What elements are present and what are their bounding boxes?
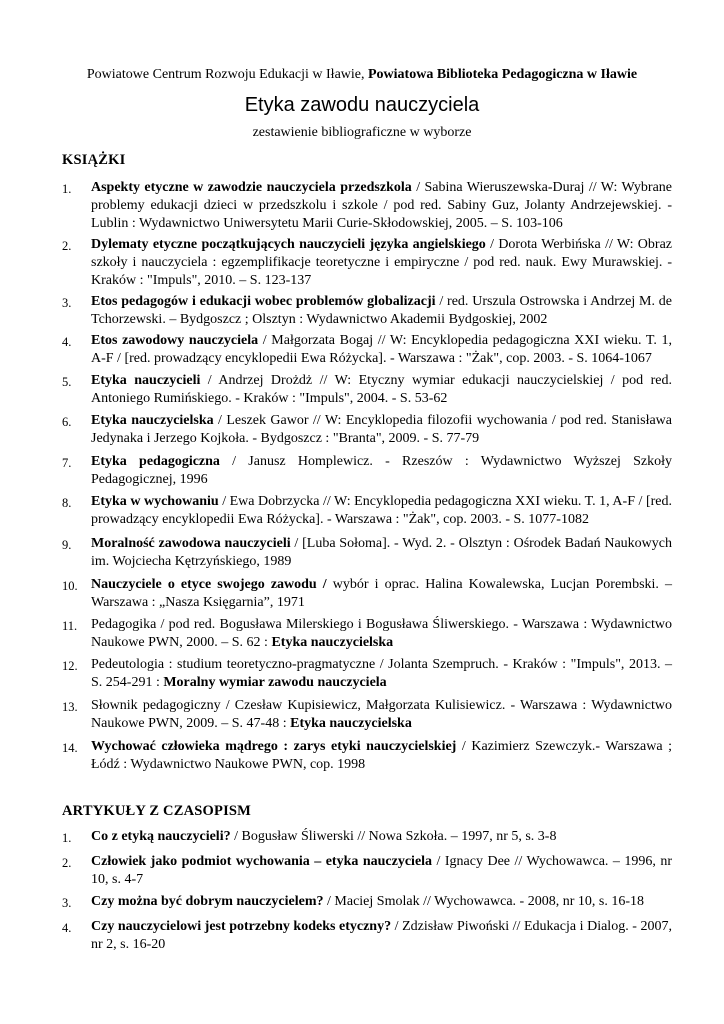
book-entry	[62, 535, 672, 571]
entry-title: Człowiek jako podmiot wychowania – etyka nauczyciela	[91, 854, 433, 869]
entry-title: Etos zawodowy nauczyciela	[91, 333, 259, 348]
entry-number: 5.	[62, 375, 72, 389]
document-title: Etyka zawodu nauczyciela	[244, 94, 480, 116]
books-heading: KSIĄŻKI	[62, 152, 126, 168]
entry-title: Moralność zawodowa nauczycieli	[91, 536, 291, 551]
book-entry	[62, 738, 672, 774]
entry-title: Etyka nauczycielska	[271, 635, 394, 650]
book-entry	[62, 576, 672, 612]
entry-text: Wychować człowieka mądrego : zarys etyki nauczycielskiej / Kazimierz Szewczyk.- Warszawa ; Łódź : Wydawnictwo Naukowe PWN, cop. 1998	[91, 739, 672, 772]
entry-number: 6.	[62, 415, 72, 429]
entry-title: Moralny wymiar zawodu nauczyciela	[163, 675, 387, 690]
institution-name: Powiatowe Centrum Rozwoju Edukacji w Iławie,	[86, 67, 368, 82]
book-entry	[62, 179, 672, 233]
articles-heading: ARTYKUŁY Z CZASOPISM	[62, 803, 252, 819]
entry-text: Etos pedagogów i edukacji wobec problemów globalizacji / red. Urszula Ostrowska i Andrzej M. de Tchorzewski. – Bydgoszcz ; Olsztyn : Wydawnictwo Akademii Bydgoskiej, 2002	[91, 294, 672, 327]
entry-title: Dylematy etyczne początkujących nauczycieli języka angielskiego	[91, 237, 486, 252]
entry-number: 2.	[62, 239, 72, 253]
book-entry	[62, 697, 672, 733]
entry-title: Etyka pedagogiczna	[91, 454, 220, 469]
entry-title: Etyka nauczycielska	[290, 716, 412, 731]
entry-number: 2.	[62, 856, 72, 870]
entry-title: Nauczyciele o etyce swojego zawodu /	[91, 577, 327, 592]
entry-number: 7.	[62, 456, 72, 470]
entry-number: 11.	[62, 619, 78, 633]
entry-title: Etyka w wychowaniu	[91, 494, 219, 509]
header-institution-line	[0, 66, 724, 83]
entry-number: 10.	[62, 579, 78, 593]
entry-text: Aspekty etyczne w zawodzie nauczyciela przedszkola / Sabina Wieruszewska-Duraj // W: Wybrane problemy edukacji dzieci w przedszkolu i szkole / pod red. Sabiny Guz, Jolanty Andrzejewskiej. - Lublin : Wydawnictwo Uniwersytetu Marii Curie-Skłodowskiej, 2005. – S. 103-106	[91, 180, 673, 231]
book-entry	[62, 412, 672, 448]
entry-text: Pedagogika / pod red. Bogusława Milerskiego i Bogusława Śliwerskiego. - Warszawa : Wydawnictwo Naukowe PWN, 2000. – S. 62 : Etyka nauczycielska	[91, 617, 672, 650]
article-entry	[62, 828, 672, 846]
entry-title: Wychować człowieka mądrego : zarys etyki nauczycielskiej	[91, 739, 457, 754]
entry-number: 13.	[62, 700, 78, 714]
entry-text: Człowiek jako podmiot wychowania – etyka nauczyciela / Ignacy Dee // Wychowawca. – 1996, nr 10, s. 4-7	[91, 854, 673, 887]
article-entry	[62, 893, 672, 911]
book-entry	[62, 293, 672, 329]
entry-title: Etyka nauczycielska	[91, 413, 214, 428]
entry-text: Moralność zawodowa nauczycieli / [Luba Sołoma]. - Wyd. 2. - Olsztyn : Ośrodek Badań Naukowych im. Wojciecha Kętrzyńskiego, 1989	[91, 536, 672, 569]
entry-text: Etyka nauczycielska / Leszek Gawor // W: Encyklopedia filozofii wychowania / pod red. Stanisława Jedynaka i Jerzego Kojkoła. - Bydgoszcz : "Branta", 2009. - S. 77-79	[91, 413, 672, 446]
book-entry	[62, 616, 672, 652]
entry-text: Czy nauczycielowi jest potrzebny kodeks etyczny? / Zdzisław Piwoński // Edukacja i Dialog. - 2007, nr 2, s. 16-20	[91, 919, 672, 952]
entry-text: Czy można być dobrym nauczycielem? / Maciej Smolak // Wychowawca. - 2008, nr 10, s. 16-18	[91, 894, 644, 909]
book-entry	[62, 453, 672, 489]
entry-number: 3.	[62, 896, 72, 910]
entry-number: 3.	[62, 296, 72, 310]
entry-number: 12.	[62, 659, 78, 673]
entry-title: Etyka nauczycieli	[91, 373, 201, 388]
article-entry	[62, 918, 672, 954]
book-entry	[62, 332, 672, 368]
entry-title: Aspekty etyczne w zawodzie nauczyciela przedszkola	[91, 180, 412, 195]
entry-text: Etyka pedagogiczna / Janusz Homplewicz. - Rzeszów : Wydawnictwo Wyższej Szkoły Pedagogicznej, 1996	[91, 454, 672, 487]
document-subtitle: zestawienie bibliograficzne w wyborze	[252, 125, 472, 140]
entry-text: Etyka nauczycieli / Andrzej Drożdż // W: Etyczny wymiar edukacji nauczycielskiej / pod red. Antoniego Rumińskiego. - Kraków : "Impuls", 2004. - S. 53-62	[91, 373, 672, 406]
entry-text: Dylematy etyczne początkujących nauczycieli języka angielskiego / Dorota Werbińska // W: Obraz szkoły i nauczyciela : egzemplifikacje teoretyczne i empiryczne / pod red. nauk. Ewy Murawskiej. - Kraków : "Impuls", 2010. – S. 123-137	[91, 237, 673, 288]
book-entry	[62, 493, 672, 529]
library-name: Powiatowa Biblioteka Pedagogiczna w Iławie	[368, 67, 638, 82]
book-entry	[62, 372, 672, 408]
book-entry	[62, 236, 672, 290]
entry-number: 4.	[62, 921, 72, 935]
book-entry	[62, 656, 672, 692]
entry-title: Co z etyką nauczycieli?	[91, 829, 231, 844]
entry-text: Etyka w wychowaniu / Ewa Dobrzycka // W: Encyklopedia pedagogiczna XXI wieku. T. 1, A-F / [red. prowadzący encyklopedii Ewa Różycka]. - Warszawa : "Żak", cop. 2003. - S. 1077-1082	[91, 494, 672, 527]
entry-text: Nauczyciele o etyce swojego zawodu / wybór i oprac. Halina Kowalewska, Lucjan Porembski. – Warszawa : „Nasza Księgarnia”, 1971	[91, 577, 672, 610]
entry-text: Pedeutologia : studium teoretyczno-pragmatyczne / Jolanta Szempruch. - Kraków : "Impuls", 2013. – S. 254-291 : Moralny wymiar zawodu nauczyciela	[91, 657, 672, 690]
entry-number: 8.	[62, 496, 72, 510]
article-entry	[62, 853, 672, 889]
entry-title: Czy nauczycielowi jest potrzebny kodeks etyczny?	[91, 919, 392, 934]
entry-number: 4.	[62, 335, 72, 349]
entry-number: 1.	[62, 831, 72, 845]
entry-title: Etos pedagogów i edukacji wobec problemów globalizacji	[91, 294, 436, 309]
entry-number: 9.	[62, 538, 72, 552]
entry-number: 1.	[62, 182, 72, 196]
entry-number: 14.	[62, 741, 78, 755]
entry-text: Co z etyką nauczycieli? / Bogusław Śliwerski // Nowa Szkoła. – 1997, nr 5, s. 3-8	[91, 829, 557, 844]
entry-text: Etos zawodowy nauczyciela / Małgorzata Bogaj // W: Encyklopedia pedagogiczna XXI wieku. T. 1, A-F / [red. prowadzący encyklopedii Ewa Różycka]. - Warszawa : "Żak", cop. 2003. - S. 1064-1067	[91, 333, 672, 366]
entry-text: Słownik pedagogiczny / Czesław Kupisiewicz, Małgorzata Kulisiewicz. - Warszawa : Wydawnictwo Naukowe PWN, 2009. – S. 47-48 : Etyka nauczycielska	[91, 698, 672, 731]
entry-title: Czy można być dobrym nauczycielem?	[91, 894, 324, 909]
